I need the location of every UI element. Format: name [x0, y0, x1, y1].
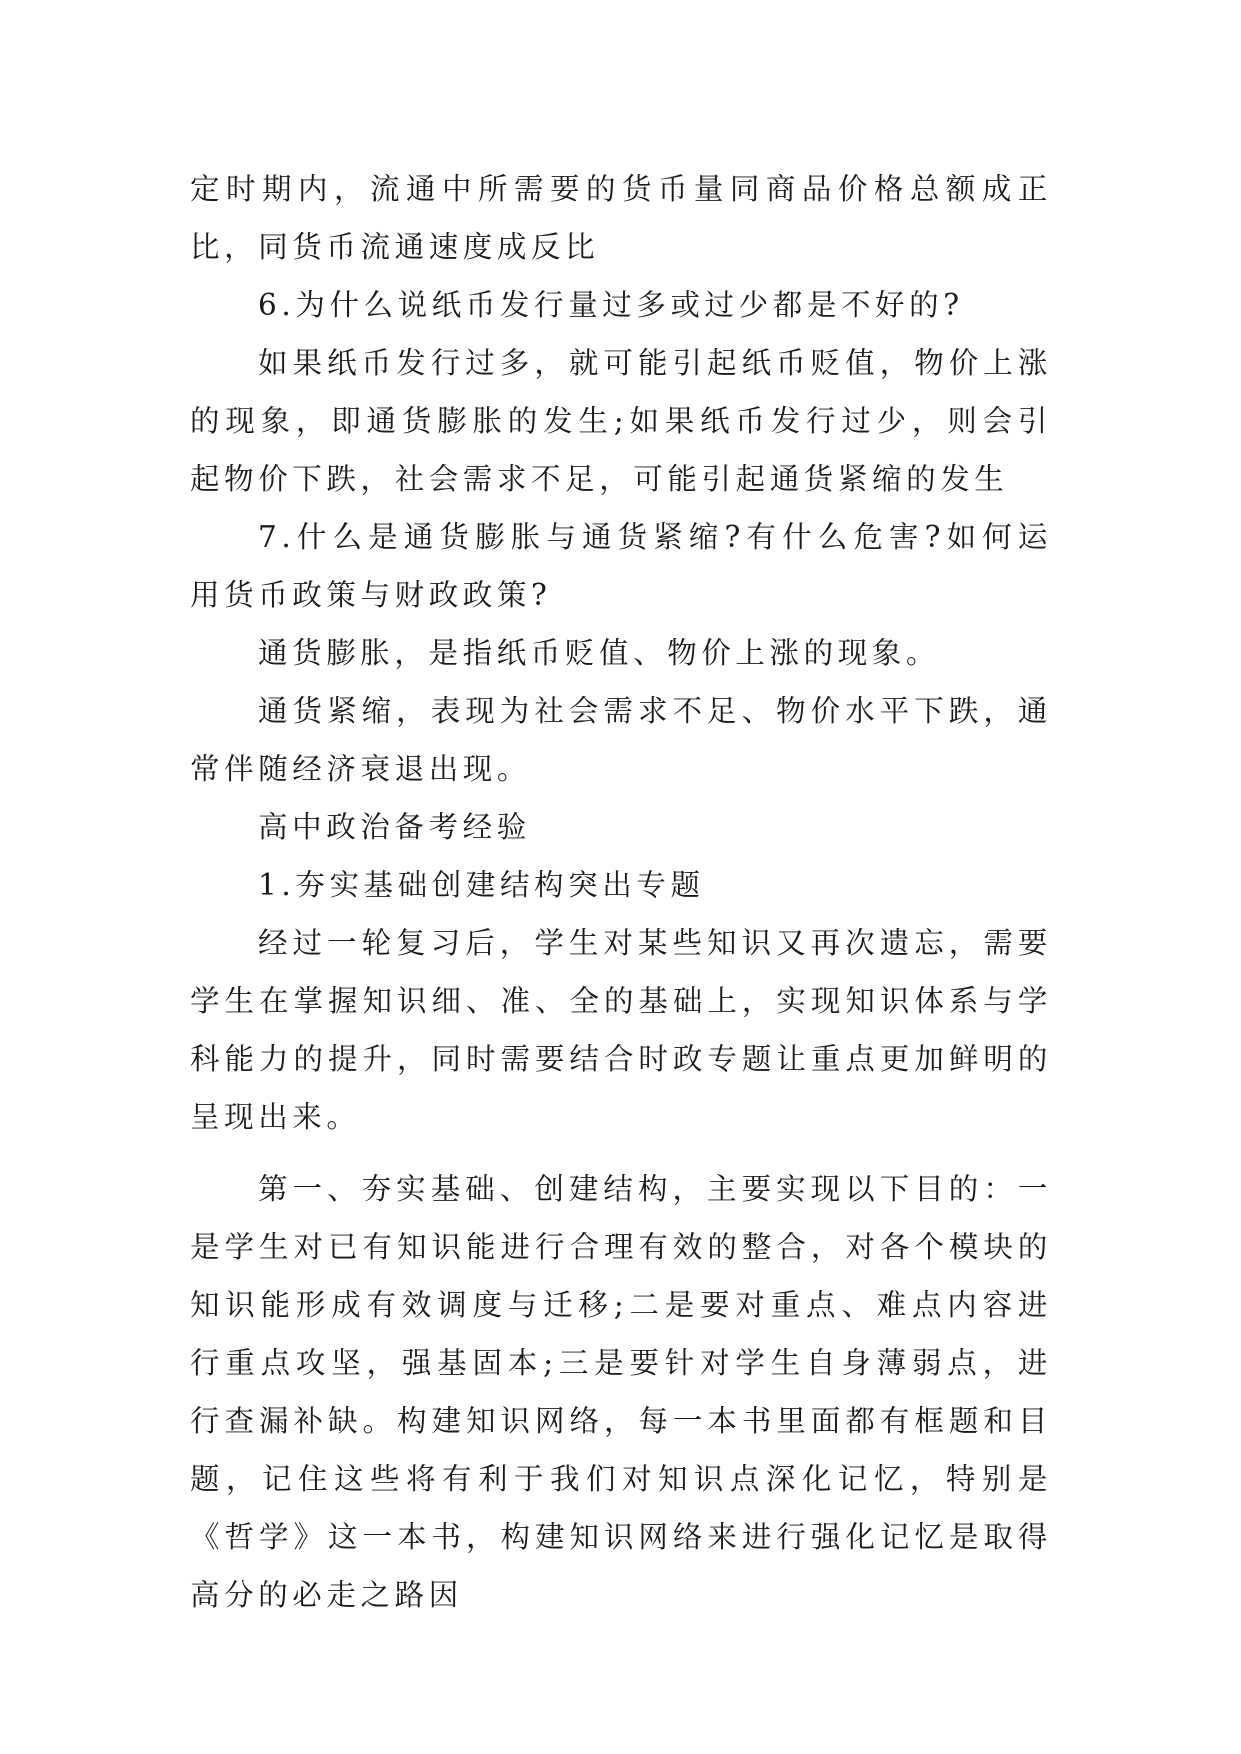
paragraph-review: 经过一轮复习后，学生对某些知识又再次遗忘，需要学生在掌握知识细、准、全的基础上，实现知识体系与学科能力的提升，同时需要结合时政专题让重点更加鲜明的呈现出来。 [190, 926, 1052, 1134]
paragraph-first-point: 第一、夯实基础、创建结构，主要实现以下目的：一是学生对已有知识能进行合理有效的整合，对各个模块的知识能形成有效调度与迁移;二是要对重点、难点内容进行重点攻坚，强基固本;三是要针对学生自身薄弱点，进行查漏补缺。构建知识网络，每一本书里面都有框题和目题，记住这些将有利于我们对知识点深化记忆，特别是《哲学》这一本书，构建知识网络来进行强化记忆是取得高分的必走之路因 [190, 1172, 1052, 1612]
deflation-definition: 通货紧缩，表现为社会需求不足、物价水平下跌，通常伴随经济衰退出现。 [190, 694, 1052, 786]
section-heading: 高中政治备考经验 [258, 810, 531, 844]
question-7: 7.什么是通货膨胀与通货紧缩?有什么危害?如何运用货币政策与财政政策? [190, 520, 1052, 612]
answer-6: 如果纸币发行过多，就可能引起纸币贬值，物价上涨的现象，即通货膨胀的发生;如果纸币发行过少，则会引起物价下跌，社会需求不足，可能引起通货紧缩的发生 [190, 346, 1052, 496]
document-body [190, 160, 1052, 1624]
question-6: 6.为什么说纸币发行量过多或过少都是不好的? [258, 288, 964, 322]
paragraph-continuation: 定时期内，流通中所需要的货币量同商品价格总额成正比，同货币流通速度成反比 [190, 172, 1052, 264]
subsection-heading-1: 1.夯实基础创建结构突出专题 [258, 868, 705, 902]
inflation-definition: 通货膨胀，是指纸币贬值、物价上涨的现象。 [258, 636, 941, 670]
